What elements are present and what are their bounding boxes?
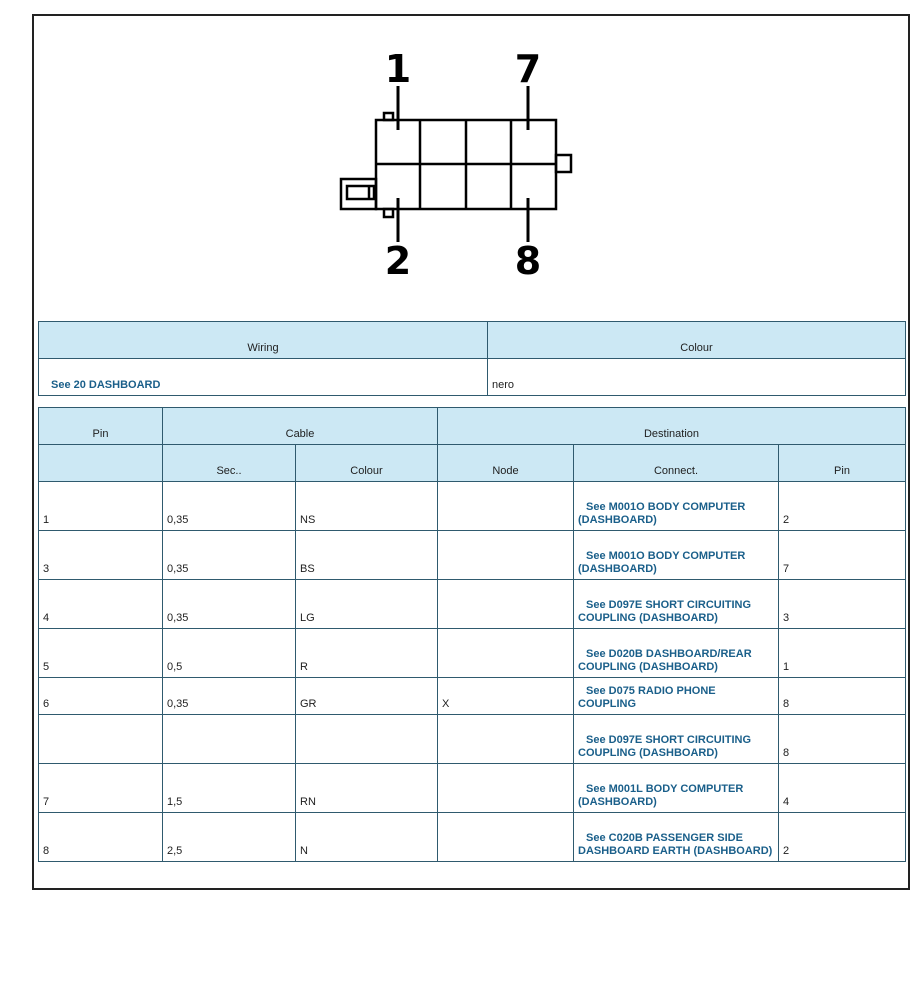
destination-header: Destination	[438, 408, 906, 445]
connect-cell	[574, 813, 779, 862]
pin-cell: 6	[39, 678, 163, 715]
cable-header: Cable	[163, 408, 438, 445]
sec-cell: 2,5	[163, 813, 296, 862]
sec-cell: 0,35	[163, 531, 296, 580]
wiring-link[interactable]: See 20 DASHBOARD	[51, 379, 161, 391]
colour-cell: NS	[296, 482, 438, 531]
document-frame	[32, 14, 910, 890]
table-row	[39, 531, 906, 580]
dest-pin-cell: 8	[779, 715, 906, 764]
dest-pin-cell: 7	[779, 531, 906, 580]
connector-drawing	[34, 16, 908, 316]
sec-cell: 0,35	[163, 482, 296, 531]
pin-cell: 3	[39, 531, 163, 580]
connect-cell	[574, 764, 779, 813]
dest-pin-cell: 3	[779, 580, 906, 629]
connect-link[interactable]: See D075 RADIO PHONE COUPLING	[578, 685, 716, 710]
node-cell	[438, 764, 574, 813]
table-row	[39, 482, 906, 531]
dest-pin-header: Pin	[779, 445, 906, 482]
connect-header: Connect.	[574, 445, 779, 482]
connect-link[interactable]: See M001L BODY COMPUTER (DASHBOARD)	[578, 783, 744, 808]
table-row	[39, 580, 906, 629]
pins-table	[38, 407, 906, 862]
connect-link[interactable]: See C020B PASSENGER SIDE DASHBOARD EARTH (DASHBOARD)	[578, 832, 773, 857]
node-cell	[438, 629, 574, 678]
connect-cell	[574, 715, 779, 764]
sec-cell: 1,5	[163, 764, 296, 813]
colour-cell: LG	[296, 580, 438, 629]
pin-cell	[39, 715, 163, 764]
node-cell	[438, 715, 574, 764]
pin-label-7: 7	[514, 47, 542, 91]
colour-cell: GR	[296, 678, 438, 715]
connect-cell	[574, 678, 779, 715]
dest-pin-cell: 4	[779, 764, 906, 813]
pin-cell: 4	[39, 580, 163, 629]
connect-link[interactable]: See D097E SHORT CIRCUITING COUPLING (DASHBOARD)	[578, 734, 752, 759]
cable-colour-header: Colour	[296, 445, 438, 482]
colour-cell: N	[296, 813, 438, 862]
node-cell	[438, 813, 574, 862]
connect-link[interactable]: See D097E SHORT CIRCUITING COUPLING (DASHBOARD)	[578, 599, 752, 624]
dest-pin-cell: 1	[779, 629, 906, 678]
pin-cell: 1	[39, 482, 163, 531]
node-header: Node	[438, 445, 574, 482]
sec-cell	[163, 715, 296, 764]
dest-pin-cell: 2	[779, 813, 906, 862]
dest-pin-cell: 2	[779, 482, 906, 531]
colour-cell: RN	[296, 764, 438, 813]
sec-cell: 0,35	[163, 678, 296, 715]
pin-cell: 5	[39, 629, 163, 678]
table-row	[39, 715, 906, 764]
sec-cell: 0,5	[163, 629, 296, 678]
table-row	[39, 678, 906, 715]
wiring-header: Wiring	[39, 322, 488, 359]
connect-link[interactable]: See D020B DASHBOARD/REAR COUPLING (DASHBOARD)	[578, 648, 752, 673]
pin-cell: 7	[39, 764, 163, 813]
node-cell	[438, 531, 574, 580]
node-cell	[438, 482, 574, 531]
pin-header: Pin	[39, 408, 163, 445]
colour-cell: R	[296, 629, 438, 678]
connect-cell	[574, 531, 779, 580]
connect-link[interactable]: See M001O BODY COMPUTER (DASHBOARD)	[578, 550, 746, 575]
connector-diagram	[34, 16, 908, 316]
pin-label-8: 8	[514, 239, 542, 283]
connect-cell	[574, 580, 779, 629]
connect-link[interactable]: See M001O BODY COMPUTER (DASHBOARD)	[578, 501, 746, 526]
table-row	[39, 629, 906, 678]
pin-cell: 8	[39, 813, 163, 862]
wiring-cell	[39, 359, 488, 396]
table-row	[39, 764, 906, 813]
connect-cell	[574, 482, 779, 531]
pin-label-1: 1	[384, 47, 412, 91]
node-cell	[438, 580, 574, 629]
pin-label-2: 2	[384, 239, 412, 283]
dest-pin-cell: 8	[779, 678, 906, 715]
pin-subheader-empty	[39, 445, 163, 482]
sec-cell: 0,35	[163, 580, 296, 629]
node-cell: X	[438, 678, 574, 715]
colour-cell: BS	[296, 531, 438, 580]
wiring-table	[38, 321, 906, 396]
colour-cell	[296, 715, 438, 764]
connector-right-tab	[556, 155, 571, 172]
connect-cell	[574, 629, 779, 678]
table-row	[39, 813, 906, 862]
wiring-colour-cell: nero	[488, 359, 906, 396]
sec-header: Sec..	[163, 445, 296, 482]
wiring-colour-header: Colour	[488, 322, 906, 359]
